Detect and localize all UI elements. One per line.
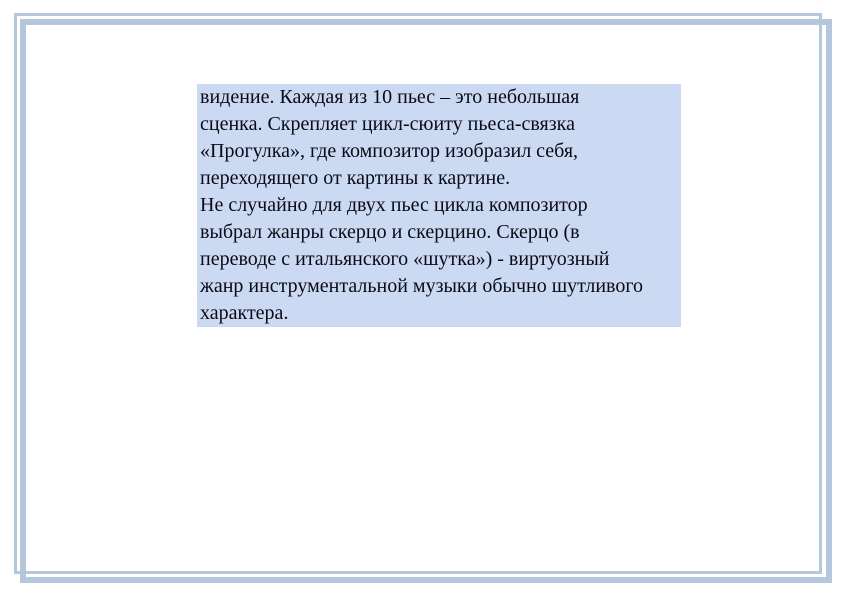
text-line: Не случайно для двух пьес цикла композитор: [200, 194, 588, 216]
paragraph: [200, 192, 678, 327]
text-line: «Прогулка», где композитор изобразил себя,: [200, 140, 579, 162]
text-line: переходящего от картины к картине.: [200, 167, 511, 189]
slide-text-block: [197, 84, 681, 327]
paragraph: [200, 84, 678, 192]
text-line: сценка. Скрепляет цикл-сюиту пьеса-связка: [200, 113, 575, 135]
text-line: выбрал жанры скерцо и скерцино. Скерцо (в: [200, 221, 580, 243]
text-line: характера.: [200, 302, 289, 324]
text-line: переводе с итальянского «шутка») - виртуозный: [200, 248, 610, 270]
text-line: видение. Каждая из 10 пьес – это небольшая: [200, 86, 580, 108]
text-line: жанр инструментальной музыки обычно шутливого: [200, 275, 644, 297]
